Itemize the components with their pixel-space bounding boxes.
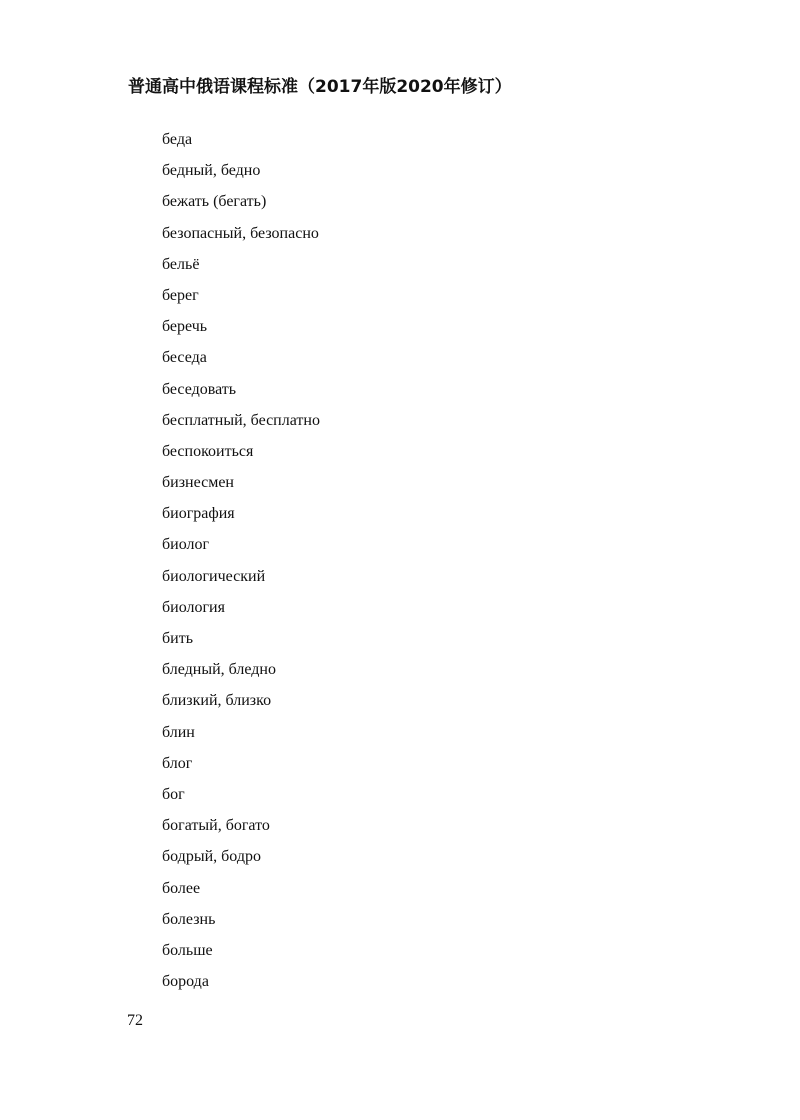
vocabulary-item: безопасный, безопасно [162, 224, 319, 242]
vocabulary-item: борода [162, 973, 209, 991]
vocabulary-item: близкий, близко [162, 692, 272, 710]
vocabulary-item: беседовать [162, 380, 237, 398]
vocabulary-item: более [162, 879, 201, 897]
vocabulary-item: бодрый, бодро [162, 848, 261, 866]
vocabulary-item: бить [162, 630, 193, 647]
vocabulary-item: биография [162, 505, 235, 523]
vocabulary-item: богатый, богато [162, 817, 270, 835]
vocabulary-item: берег [162, 286, 199, 304]
vocabulary-item: болезнь [162, 910, 216, 928]
vocabulary-item: бедный, бедно [162, 162, 261, 180]
vocabulary-item: бежать (бегать) [162, 193, 267, 211]
vocabulary-item: бизнесмен [162, 474, 234, 492]
vocabulary-item: бельё [162, 255, 200, 273]
vocabulary-item: блин [162, 723, 195, 741]
vocabulary-item: биологический [162, 567, 266, 585]
vocabulary-item: биолог [162, 536, 210, 554]
vocabulary-item: бог [162, 785, 185, 803]
vocabulary-item: беседа [162, 349, 207, 367]
running-header: 普通高中俄语课程标准（2017年版2020年修订） [128, 77, 512, 97]
vocabulary-item: бледный, бледно [162, 661, 276, 679]
vocabulary-item: беда [162, 131, 193, 148]
vocabulary-item: беспокоиться [162, 442, 254, 460]
vocabulary-item: бесплатный, бесплатно [162, 411, 320, 429]
page-number: 72 [127, 1012, 143, 1029]
vocabulary-item: больше [162, 941, 213, 959]
vocabulary-item: биология [162, 598, 225, 616]
vocabulary-list [162, 128, 320, 1001]
vocabulary-item: блог [162, 754, 193, 772]
vocabulary-item: беречь [162, 318, 208, 336]
